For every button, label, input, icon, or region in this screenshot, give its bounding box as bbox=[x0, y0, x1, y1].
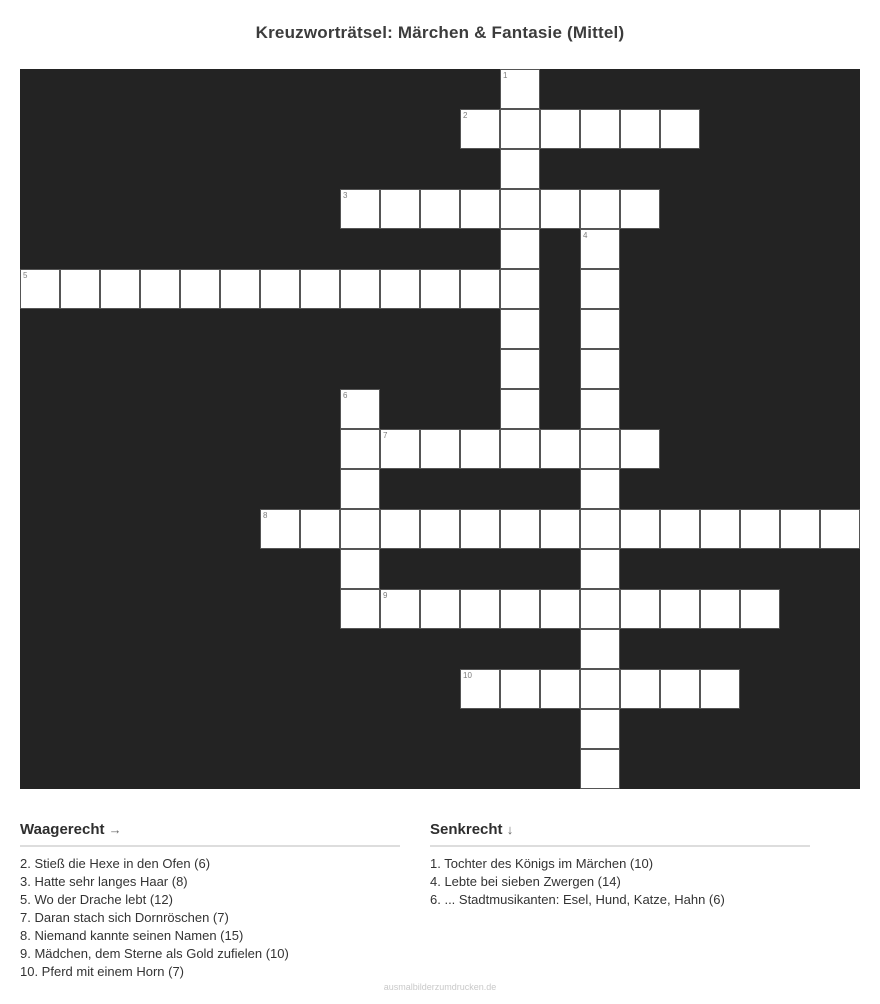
grid-cell[interactable] bbox=[660, 109, 700, 149]
down-heading bbox=[430, 821, 810, 847]
clue-item: 10. Pferd mit einem Horn (7) bbox=[20, 964, 185, 979]
grid-cell[interactable] bbox=[500, 589, 540, 629]
grid-cell[interactable] bbox=[460, 669, 500, 709]
grid-cell[interactable] bbox=[580, 709, 620, 749]
grid-cell[interactable] bbox=[620, 109, 660, 149]
grid-cell[interactable] bbox=[460, 429, 500, 469]
cell-number: 10 bbox=[463, 671, 472, 680]
clue-item: 3. Hatte sehr langes Haar (8) bbox=[20, 874, 188, 889]
grid-cell[interactable] bbox=[580, 189, 620, 229]
page-title: Kreuzworträtsel: Märchen & Fantasie (Mittel) bbox=[255, 23, 625, 42]
grid-cell[interactable] bbox=[420, 429, 460, 469]
grid-cell[interactable] bbox=[260, 269, 300, 309]
grid-cell[interactable] bbox=[180, 269, 220, 309]
grid-cell[interactable] bbox=[420, 509, 460, 549]
cell-number: 2 bbox=[463, 111, 468, 120]
clue-item: 6. ... Stadtmusikanten: Esel, Hund, Katze, Hahn (6) bbox=[430, 892, 725, 907]
grid-cell[interactable] bbox=[580, 589, 620, 629]
grid-cell[interactable] bbox=[580, 229, 620, 269]
grid-cell[interactable] bbox=[500, 349, 540, 389]
grid-cell[interactable] bbox=[420, 189, 460, 229]
grid-cell[interactable] bbox=[340, 429, 380, 469]
grid-cell[interactable] bbox=[420, 269, 460, 309]
cell-number: 3 bbox=[343, 191, 348, 200]
down-section bbox=[430, 821, 810, 909]
grid-cell[interactable] bbox=[100, 269, 140, 309]
clue-item: 5. Wo der Drache lebt (12) bbox=[20, 892, 173, 907]
grid-cell[interactable] bbox=[380, 269, 420, 309]
grid-cell[interactable] bbox=[620, 429, 660, 469]
grid-cell[interactable] bbox=[580, 549, 620, 589]
grid-cell[interactable] bbox=[340, 469, 380, 509]
grid-cell[interactable] bbox=[500, 309, 540, 349]
grid-cell[interactable] bbox=[700, 509, 740, 549]
grid-cell[interactable] bbox=[380, 589, 420, 629]
footer-watermark: ausmalbilderzumdrucken.de bbox=[383, 982, 497, 992]
clue-item: 2. Stieß die Hexe in den Ofen (6) bbox=[20, 856, 211, 871]
grid-cell[interactable] bbox=[620, 669, 660, 709]
cell-number: 6 bbox=[343, 391, 348, 400]
cell-number: 4 bbox=[583, 231, 588, 240]
grid-cell[interactable] bbox=[340, 269, 380, 309]
grid-cell[interactable] bbox=[140, 269, 180, 309]
cell-number: 1 bbox=[503, 71, 508, 80]
cell-number: 5 bbox=[23, 271, 28, 280]
grid-cell[interactable] bbox=[500, 669, 540, 709]
grid-cell[interactable] bbox=[340, 549, 380, 589]
grid-cell[interactable] bbox=[340, 509, 380, 549]
clue-item: 7. Daran stach sich Dornröschen (7) bbox=[20, 910, 229, 925]
grid-cell[interactable] bbox=[500, 109, 540, 149]
grid-cell[interactable] bbox=[500, 229, 540, 269]
grid-cell[interactable] bbox=[740, 589, 780, 629]
grid-cell[interactable] bbox=[500, 269, 540, 309]
grid-cell[interactable] bbox=[500, 149, 540, 189]
grid-cell[interactable] bbox=[380, 429, 420, 469]
grid-cell[interactable] bbox=[300, 509, 340, 549]
grid-cell[interactable] bbox=[660, 669, 700, 709]
grid-cell[interactable] bbox=[580, 749, 620, 789]
grid-cell[interactable] bbox=[500, 69, 540, 109]
grid-cell[interactable] bbox=[580, 669, 620, 709]
grid-cell[interactable] bbox=[540, 669, 580, 709]
down-heading-label: Senkrecht bbox=[430, 821, 503, 838]
across-section bbox=[20, 821, 400, 981]
clue-item: 9. Mädchen, dem Sterne als Gold zufielen (10) bbox=[20, 946, 289, 961]
grid-cell[interactable] bbox=[580, 349, 620, 389]
across-heading bbox=[20, 821, 400, 847]
grid-cell[interactable] bbox=[500, 389, 540, 429]
grid-cell[interactable] bbox=[580, 389, 620, 429]
grid-cell[interactable] bbox=[340, 389, 380, 429]
grid-cell[interactable] bbox=[460, 269, 500, 309]
grid-cell[interactable] bbox=[540, 589, 580, 629]
crossword-grid bbox=[20, 69, 860, 789]
across-heading-label: Waagerecht bbox=[20, 821, 105, 838]
grid-cell[interactable] bbox=[500, 509, 540, 549]
grid-cell[interactable] bbox=[460, 589, 500, 629]
grid-cell[interactable] bbox=[300, 269, 340, 309]
grid-cell[interactable] bbox=[500, 189, 540, 229]
grid-cell[interactable] bbox=[380, 509, 420, 549]
grid-cell[interactable] bbox=[220, 269, 260, 309]
grid-cell[interactable] bbox=[20, 269, 60, 309]
grid-cell[interactable] bbox=[580, 629, 620, 669]
across-clue-list bbox=[20, 855, 400, 981]
grid-cell[interactable] bbox=[700, 589, 740, 629]
grid-cell[interactable] bbox=[580, 429, 620, 469]
grid-cell[interactable] bbox=[340, 189, 380, 229]
grid-cell[interactable] bbox=[500, 429, 540, 469]
grid-cell[interactable] bbox=[580, 309, 620, 349]
grid-cell[interactable] bbox=[580, 269, 620, 309]
grid-cell[interactable] bbox=[540, 509, 580, 549]
clue-item: 1. Tochter des Königs im Märchen (10) bbox=[430, 856, 654, 871]
clue-item: 4. Lebte bei sieben Zwergen (14) bbox=[430, 874, 621, 889]
grid-cell[interactable] bbox=[260, 509, 300, 549]
down-clue-list bbox=[430, 855, 810, 909]
right-arrow-icon: → bbox=[108, 822, 122, 837]
down-arrow-icon: ↓ bbox=[506, 822, 514, 837]
grid-cell[interactable] bbox=[780, 509, 820, 549]
cell-number: 9 bbox=[383, 591, 388, 600]
grid-cell[interactable] bbox=[540, 109, 580, 149]
grid-cell[interactable] bbox=[620, 589, 660, 629]
grid-cell[interactable] bbox=[580, 509, 620, 549]
grid-cell[interactable] bbox=[420, 589, 460, 629]
grid-cell[interactable] bbox=[60, 269, 100, 309]
grid-cell[interactable] bbox=[340, 589, 380, 629]
cell-number: 8 bbox=[263, 511, 268, 520]
grid-cell[interactable] bbox=[460, 509, 500, 549]
grid-cell[interactable] bbox=[820, 509, 860, 549]
grid-cell[interactable] bbox=[580, 109, 620, 149]
clue-item: 8. Niemand kannte seinen Namen (15) bbox=[20, 928, 244, 943]
grid-cell[interactable] bbox=[660, 589, 700, 629]
grid-cell[interactable] bbox=[540, 189, 580, 229]
grid-cell[interactable] bbox=[460, 189, 500, 229]
grid-cell[interactable] bbox=[540, 429, 580, 469]
grid-cell[interactable] bbox=[660, 509, 700, 549]
grid-cell[interactable] bbox=[740, 509, 780, 549]
grid-cell[interactable] bbox=[380, 189, 420, 229]
grid-cell[interactable] bbox=[580, 469, 620, 509]
grid-cell[interactable] bbox=[620, 509, 660, 549]
grid-cell[interactable] bbox=[620, 189, 660, 229]
grid-cell[interactable] bbox=[700, 669, 740, 709]
grid-cell[interactable] bbox=[460, 109, 500, 149]
cell-number: 7 bbox=[383, 431, 388, 440]
